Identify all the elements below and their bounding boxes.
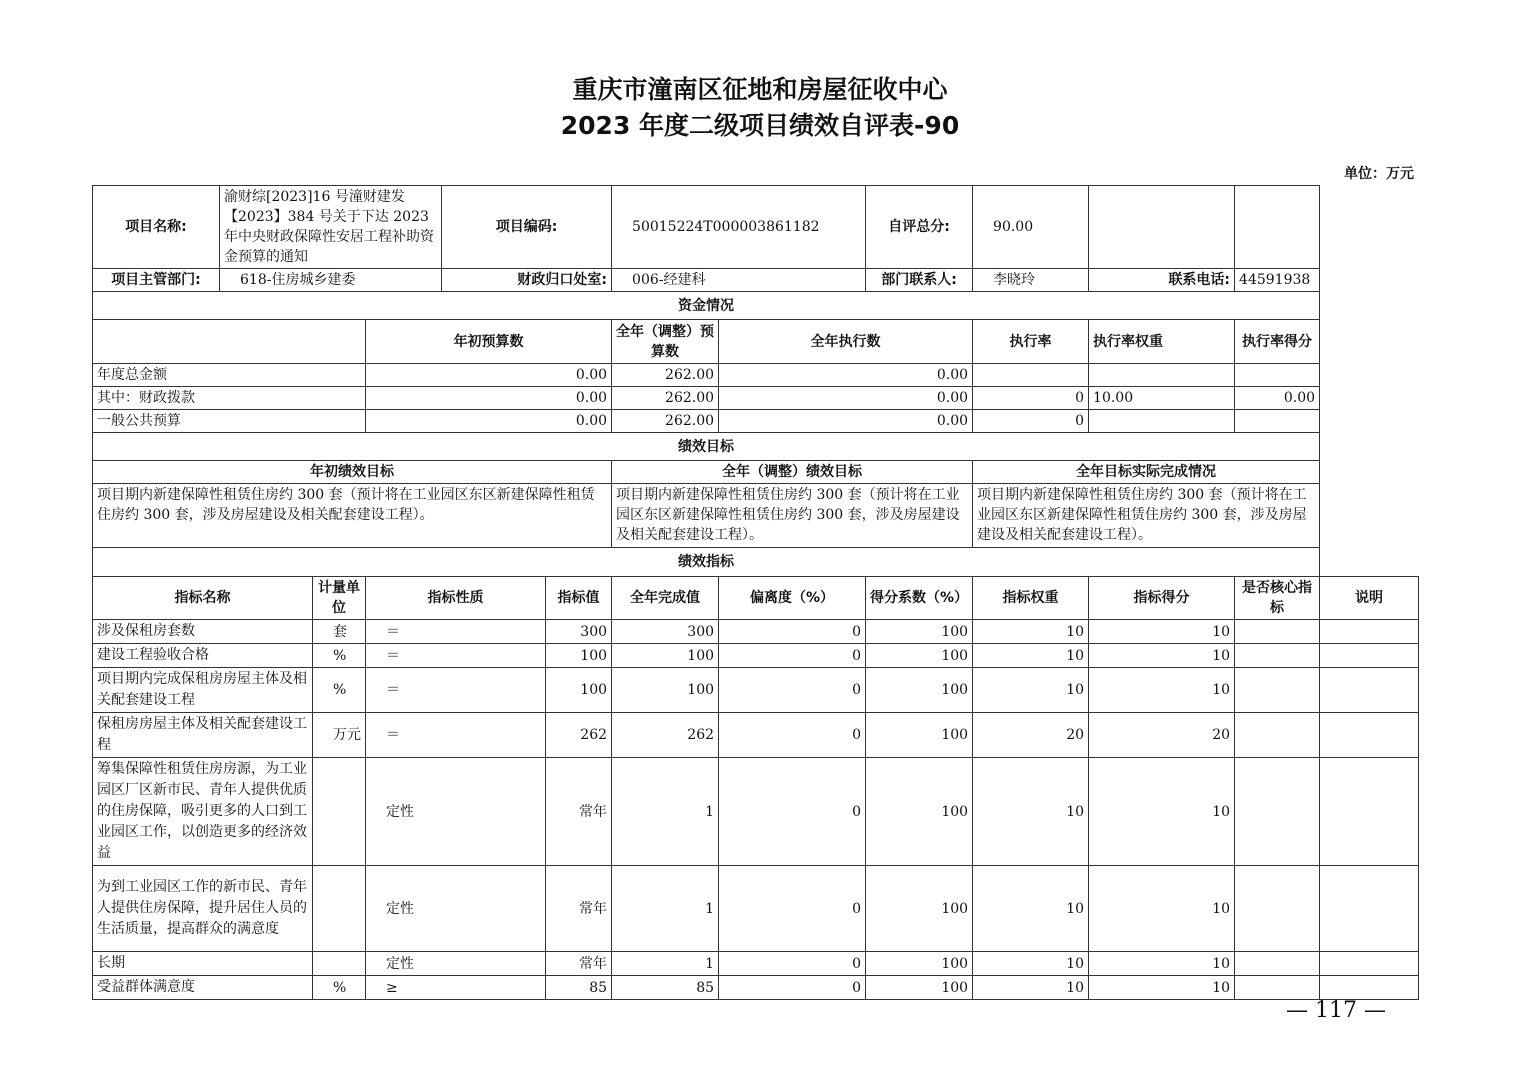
indicator-header: 是否核心指标 <box>1235 577 1320 620</box>
indicator-core <box>1235 644 1320 668</box>
finance-value: 006-经建科 <box>612 269 866 292</box>
indicator-header: 偏离度（%） <box>719 577 866 620</box>
goal-initial: 项目期内新建保障性租赁住房约 300 套（预计将在工业园区东区新建保障性租赁住房约 300 套，涉及房屋建设及相关配套建设工程）。 <box>93 484 612 548</box>
funds-header: 年初预算数 <box>366 320 612 364</box>
indicator-target: 100 <box>546 644 612 668</box>
indicator-deviation: 0 <box>719 713 866 758</box>
indicator-target: 300 <box>546 620 612 644</box>
contact-label: 部门联系人: <box>866 269 973 292</box>
indicator-deviation: 0 <box>719 668 866 713</box>
indicator-unit: 万元 <box>313 713 366 758</box>
indicators-section-title: 绩效指标 <box>93 548 1320 577</box>
indicator-target: 100 <box>546 668 612 713</box>
indicator-deviation: 0 <box>719 976 866 1000</box>
indicator-nature: 定性 <box>366 952 546 976</box>
phone-label: 联系电话: <box>1089 269 1235 292</box>
indicator-weight: 10 <box>973 644 1089 668</box>
goals-section-row <box>93 433 1419 461</box>
indicator-header: 说明 <box>1320 577 1419 620</box>
funds-weight <box>1089 410 1235 433</box>
project-name-label: 项目名称: <box>93 186 220 269</box>
project-code: 50015224T000003861182 <box>612 186 866 269</box>
indicator-score: 10 <box>1089 952 1235 976</box>
contact-value: 李晓玲 <box>973 269 1089 292</box>
goals-content-row <box>93 484 1419 548</box>
funds-section-row <box>93 292 1419 320</box>
project-name: 渝财综[2023]16 号潼财建发【2023】384 号关于下达 2023 年中央财政保障性安居工程补助资金预算的通知 <box>220 186 442 269</box>
indicator-actual: 1 <box>612 952 719 976</box>
info-row-2 <box>93 269 1419 292</box>
indicator-weight: 20 <box>973 713 1089 758</box>
funds-row-name: 一般公共预算 <box>93 410 366 433</box>
indicator-header: 指标性质 <box>366 577 546 620</box>
indicator-note <box>1320 976 1419 1000</box>
indicator-unit <box>313 758 366 866</box>
indicators-section-row <box>93 548 1419 577</box>
indicator-coefficient: 100 <box>866 620 973 644</box>
indicator-weight: 10 <box>973 866 1089 952</box>
indicator-score: 10 <box>1089 758 1235 866</box>
indicator-row <box>93 668 1419 713</box>
indicator-deviation: 0 <box>719 644 866 668</box>
score-label: 自评总分: <box>866 186 973 269</box>
indicator-header: 指标得分 <box>1089 577 1235 620</box>
indicator-weight: 10 <box>973 952 1089 976</box>
indicator-note <box>1320 952 1419 976</box>
funds-executed: 0.00 <box>719 387 973 410</box>
indicator-deviation: 0 <box>719 866 866 952</box>
indicator-unit <box>313 952 366 976</box>
indicator-unit: 套 <box>313 620 366 644</box>
indicator-coefficient: 100 <box>866 976 973 1000</box>
dept-value: 618-住房城乡建委 <box>220 269 442 292</box>
funds-header: 执行率 <box>973 320 1089 364</box>
phone-value: 44591938 <box>1235 269 1320 292</box>
indicator-row <box>93 620 1419 644</box>
indicator-deviation: 0 <box>719 952 866 976</box>
indicator-name: 长期 <box>93 952 313 976</box>
indicator-name: 建设工程验收合格 <box>93 644 313 668</box>
indicator-name: 受益群体满意度 <box>93 976 313 1000</box>
info-row-1 <box>93 186 1419 269</box>
goal-adjusted: 项目期内新建保障性租赁住房约 300 套（预计将在工业园区东区新建保障性租赁住房约 300 套，涉及房屋建设及相关配套建设工程）。 <box>612 484 973 548</box>
empty-cell <box>1235 186 1320 269</box>
indicator-row <box>93 758 1419 866</box>
indicator-core <box>1235 976 1320 1000</box>
funds-rate: 0 <box>973 410 1089 433</box>
indicator-core <box>1235 758 1320 866</box>
goals-header-initial: 年初绩效目标 <box>93 461 612 484</box>
empty-cell <box>93 320 366 364</box>
unit-label: 单位：万元 <box>1344 166 1414 182</box>
indicator-actual: 100 <box>612 644 719 668</box>
indicator-actual: 1 <box>612 758 719 866</box>
indicator-actual: 1 <box>612 866 719 952</box>
indicator-weight: 10 <box>973 620 1089 644</box>
indicator-note <box>1320 668 1419 713</box>
funds-adjusted: 262.00 <box>612 364 719 387</box>
indicator-coefficient: 100 <box>866 668 973 713</box>
indicator-score: 10 <box>1089 668 1235 713</box>
dept-label: 项目主管部门: <box>93 269 220 292</box>
goals-header-row <box>93 461 1419 484</box>
indicator-header: 计量单位 <box>313 577 366 620</box>
indicator-nature: ＝ <box>366 668 546 713</box>
indicator-deviation: 0 <box>719 620 866 644</box>
indicators-header-row <box>93 577 1419 620</box>
funds-row-name: 年度总金额 <box>93 364 366 387</box>
indicator-name: 涉及保租房套数 <box>93 620 313 644</box>
indicator-row <box>93 713 1419 758</box>
indicator-deviation: 0 <box>719 758 866 866</box>
funds-header: 执行率得分 <box>1235 320 1320 364</box>
indicator-actual: 300 <box>612 620 719 644</box>
indicator-note <box>1320 713 1419 758</box>
page-subtitle: 2023 年度二级项目绩效自评表-90 <box>560 111 960 140</box>
indicator-note <box>1320 866 1419 952</box>
funds-row <box>93 387 1419 410</box>
indicator-actual: 85 <box>612 976 719 1000</box>
indicator-actual: 100 <box>612 668 719 713</box>
funds-score <box>1235 410 1320 433</box>
funds-row <box>93 410 1419 433</box>
indicator-nature: ≥ <box>366 976 546 1000</box>
funds-weight <box>1089 364 1235 387</box>
indicator-note <box>1320 620 1419 644</box>
indicator-name: 项目期内完成保租房房屋主体及相关配套建设工程 <box>93 668 313 713</box>
finance-label: 财政归口处室: <box>442 269 612 292</box>
indicator-header: 指标名称 <box>93 577 313 620</box>
indicator-header: 指标权重 <box>973 577 1089 620</box>
funds-initial: 0.00 <box>366 364 612 387</box>
indicator-target: 常年 <box>546 952 612 976</box>
funds-executed: 0.00 <box>719 364 973 387</box>
page-number: — 117 — <box>1286 998 1386 1023</box>
indicator-actual: 262 <box>612 713 719 758</box>
indicator-unit: % <box>313 644 366 668</box>
evaluation-table <box>92 185 1419 1000</box>
indicator-header: 得分系数（%） <box>866 577 973 620</box>
indicator-target: 85 <box>546 976 612 1000</box>
funds-adjusted: 262.00 <box>612 410 719 433</box>
indicator-coefficient: 100 <box>866 952 973 976</box>
goals-section-title: 绩效目标 <box>93 433 1320 461</box>
indicator-row <box>93 644 1419 668</box>
indicator-nature: ＝ <box>366 713 546 758</box>
funds-header-row <box>93 320 1419 364</box>
indicator-score: 10 <box>1089 866 1235 952</box>
project-code-label: 项目编码: <box>442 186 612 269</box>
goals-header-adjusted: 全年（调整）绩效目标 <box>612 461 973 484</box>
goal-actual: 项目期内新建保障性租赁住房约 300 套（预计将在工业园区东区新建保障性租赁住房约 300 套，涉及房屋建设及相关配套建设工程）。 <box>973 484 1320 548</box>
indicator-weight: 10 <box>973 668 1089 713</box>
funds-row-name: 其中：财政拨款 <box>93 387 366 410</box>
empty-cell <box>1089 186 1235 269</box>
indicator-name: 为到工业园区工作的新市民、青年人提供住房保障，提升居住人员的生活质量，提高群众的满意度 <box>93 866 313 952</box>
funds-executed: 0.00 <box>719 410 973 433</box>
indicator-coefficient: 100 <box>866 866 973 952</box>
indicator-weight: 10 <box>973 758 1089 866</box>
indicator-target: 262 <box>546 713 612 758</box>
funds-rate <box>973 364 1089 387</box>
indicator-target: 常年 <box>546 758 612 866</box>
funds-rate: 0 <box>973 387 1089 410</box>
indicator-coefficient: 100 <box>866 758 973 866</box>
funds-weight: 10.00 <box>1089 387 1235 410</box>
funds-header: 执行率权重 <box>1089 320 1235 364</box>
indicator-weight: 10 <box>973 976 1089 1000</box>
funds-initial: 0.00 <box>366 410 612 433</box>
indicator-note <box>1320 758 1419 866</box>
indicator-score: 10 <box>1089 644 1235 668</box>
funds-score: 0.00 <box>1235 387 1320 410</box>
funds-header: 全年执行数 <box>719 320 973 364</box>
indicator-score: 10 <box>1089 620 1235 644</box>
funds-score <box>1235 364 1320 387</box>
indicator-row <box>93 952 1419 976</box>
indicator-name: 筹集保障性租赁住房房源，为工业园区厂区新市民、青年人提供优质的住房保障，吸引更多的人口到工业园区工作，以创造更多的经济效益 <box>93 758 313 866</box>
indicator-header: 全年完成值 <box>612 577 719 620</box>
funds-row <box>93 364 1419 387</box>
indicator-unit: % <box>313 976 366 1000</box>
indicator-score: 10 <box>1089 976 1235 1000</box>
page-title: 重庆市潼南区征地和房屋征收中心 <box>572 75 948 104</box>
indicator-core <box>1235 713 1320 758</box>
indicator-nature: 定性 <box>366 866 546 952</box>
indicator-nature: ＝ <box>366 644 546 668</box>
indicator-nature: 定性 <box>366 758 546 866</box>
funds-header: 全年（调整）预算数 <box>612 320 719 364</box>
indicator-core <box>1235 668 1320 713</box>
indicator-header: 指标值 <box>546 577 612 620</box>
indicator-nature: ＝ <box>366 620 546 644</box>
indicator-coefficient: 100 <box>866 713 973 758</box>
indicator-row <box>93 976 1419 1000</box>
indicator-target: 常年 <box>546 866 612 952</box>
funds-adjusted: 262.00 <box>612 387 719 410</box>
indicator-coefficient: 100 <box>866 644 973 668</box>
indicator-score: 20 <box>1089 713 1235 758</box>
funds-section-title: 资金情况 <box>93 292 1320 320</box>
indicator-core <box>1235 620 1320 644</box>
indicator-note <box>1320 644 1419 668</box>
indicator-unit <box>313 866 366 952</box>
score-value: 90.00 <box>973 186 1089 269</box>
goals-header-actual: 全年目标实际完成情况 <box>973 461 1320 484</box>
indicator-unit: % <box>313 668 366 713</box>
indicator-core <box>1235 866 1320 952</box>
indicator-row <box>93 866 1419 952</box>
indicator-name: 保租房房屋主体及相关配套建设工程 <box>93 713 313 758</box>
funds-initial: 0.00 <box>366 387 612 410</box>
indicator-core <box>1235 952 1320 976</box>
